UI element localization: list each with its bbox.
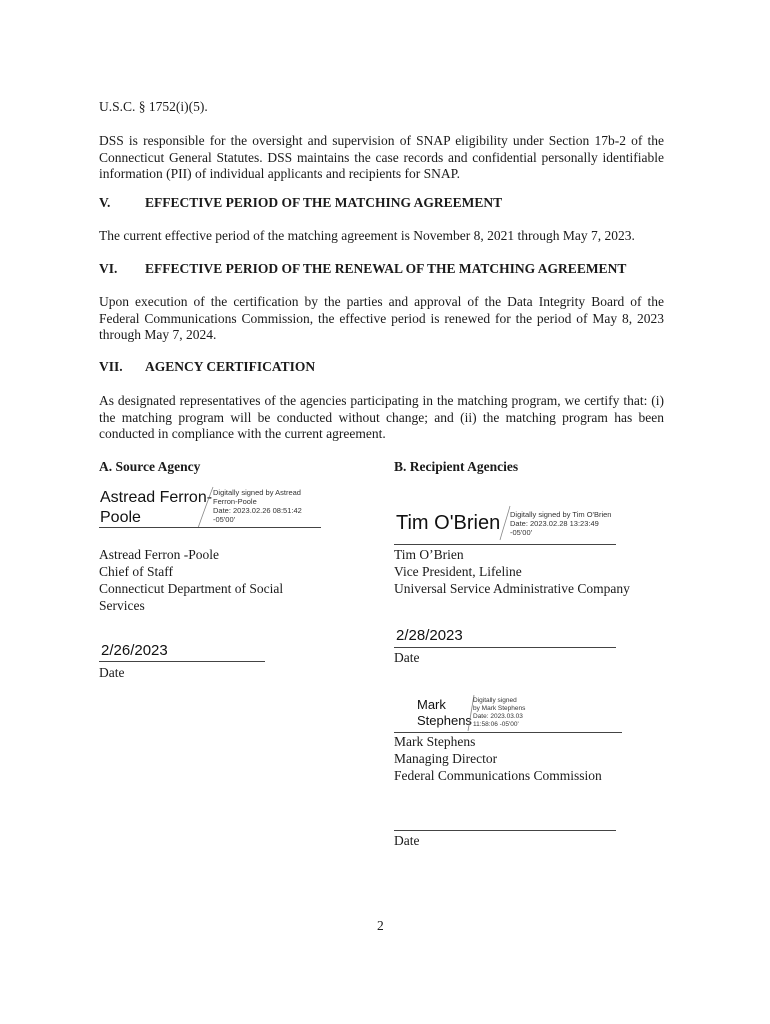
page-number: 2 bbox=[377, 918, 384, 933]
recipient-1-signer-org: Universal Service Administrative Company bbox=[394, 581, 630, 596]
section-5-body: The current effective period of the matching agreement is November 8, 2021 through May 7, 2023. bbox=[99, 228, 635, 243]
section-6-title: EFFECTIVE PERIOD OF THE RENEWAL OF THE MATCHING AGREEMENT bbox=[145, 261, 627, 276]
recipient-2-signature-name-line2: Stephens bbox=[417, 713, 472, 728]
recipient-1-sig-meta-3: -05'00' bbox=[510, 528, 533, 537]
intro-paragraph: DSS is responsible for the oversight and supervision of SNAP eligibility under Section 17b-2 of the Connecticut General Statutes. DSS maintains the case records and confidential personally identifiable information (PII) of individual applicants and recipients for SNAP. bbox=[99, 133, 664, 181]
source-signer-name: Astread Ferron -Poole bbox=[99, 547, 219, 562]
recipient-2-date-line bbox=[394, 830, 616, 831]
source-signature-name-line1: Astread Ferron- bbox=[100, 489, 213, 506]
section-6-body: Upon execution of the certification by the parties and approval of the Data Integrity Board of the Federal Communications Commission, the effective period is renewed for the period of May 8, 2023 through May 7, 2024. bbox=[99, 294, 664, 342]
recipient-1-date-line bbox=[394, 647, 616, 648]
section-7-title: AGENCY CERTIFICATION bbox=[145, 359, 316, 374]
source-sig-meta-3: Date: 2023.02.26 08:51:42 bbox=[213, 506, 302, 515]
recipient-1-signature-name: Tim O'Brien bbox=[396, 512, 501, 534]
citation-text: U.S.C. § 1752(i)(5). bbox=[99, 99, 208, 114]
recipient-2-signer-title: Managing Director bbox=[394, 751, 498, 766]
recipient-2-signature-name-line1: Mark bbox=[417, 697, 446, 712]
source-sig-meta-2: Ferron-Poole bbox=[213, 497, 257, 506]
section-5-number: V. bbox=[99, 195, 111, 210]
recipient-1-sig-meta-1: Digitally signed by Tim O'Brien bbox=[510, 510, 612, 519]
source-signer-title: Chief of Staff bbox=[99, 564, 173, 579]
source-signature-meta bbox=[213, 488, 302, 524]
recipient-2-signer-org: Federal Communications Commission bbox=[394, 768, 602, 783]
recipient-1-signature-meta bbox=[510, 510, 611, 537]
source-date-value: 2/26/2023 bbox=[101, 642, 168, 659]
recipient-1-signature-line bbox=[394, 544, 616, 545]
source-signature-name-line2: Poole bbox=[100, 509, 141, 526]
source-date-label: Date bbox=[99, 665, 125, 680]
recipient-2-sig-meta-2: by Mark Stephens bbox=[473, 705, 526, 712]
recipient-2-signer-block bbox=[394, 733, 602, 784]
recipient-2-signer-name: Mark Stephens bbox=[394, 734, 476, 749]
section-6-number: VI. bbox=[99, 261, 118, 276]
recipient-1-signer-block bbox=[394, 546, 630, 597]
source-signer-block bbox=[99, 546, 283, 614]
source-sig-meta-1: Digitally signed by Astread bbox=[213, 488, 301, 497]
source-sig-meta-4: -05'00' bbox=[213, 515, 236, 524]
source-signer-org-line2: Services bbox=[99, 598, 145, 613]
recipient-2-sig-meta-1: Digitally signed bbox=[473, 697, 517, 704]
recipient-1-date-label: Date bbox=[394, 650, 420, 665]
source-date-line bbox=[99, 661, 265, 662]
recipient-agencies-heading: B. Recipient Agencies bbox=[394, 459, 519, 474]
recipient-2-sig-meta-3: Date: 2023.03.03 bbox=[473, 713, 523, 720]
source-signature-line bbox=[99, 527, 321, 528]
section-5-title: EFFECTIVE PERIOD OF THE MATCHING AGREEMENT bbox=[145, 195, 503, 210]
recipient-2-signature-meta bbox=[473, 697, 525, 729]
section-7-number: VII. bbox=[99, 359, 123, 374]
recipient-2-sig-meta-4: 11:58:06 -05'00' bbox=[473, 721, 519, 728]
recipient-1-signer-name: Tim O’Brien bbox=[394, 547, 464, 562]
recipient-1-signer-title: Vice President, Lifeline bbox=[394, 564, 522, 579]
recipient-1-sig-meta-2: Date: 2023.02.28 13:23:49 bbox=[510, 519, 599, 528]
source-agency-heading: A. Source Agency bbox=[99, 459, 201, 474]
recipient-1-date-value: 2/28/2023 bbox=[396, 627, 463, 644]
source-signer-org-line1: Connecticut Department of Social bbox=[99, 581, 284, 596]
recipient-2-date-label: Date bbox=[394, 833, 420, 848]
section-7-body: As designated representatives of the agencies participating in the matching program, we certify that: (i) the matching program will be conducted without change; and (ii) the matching program has been conducted in compliance with the current agreement. bbox=[99, 393, 664, 441]
